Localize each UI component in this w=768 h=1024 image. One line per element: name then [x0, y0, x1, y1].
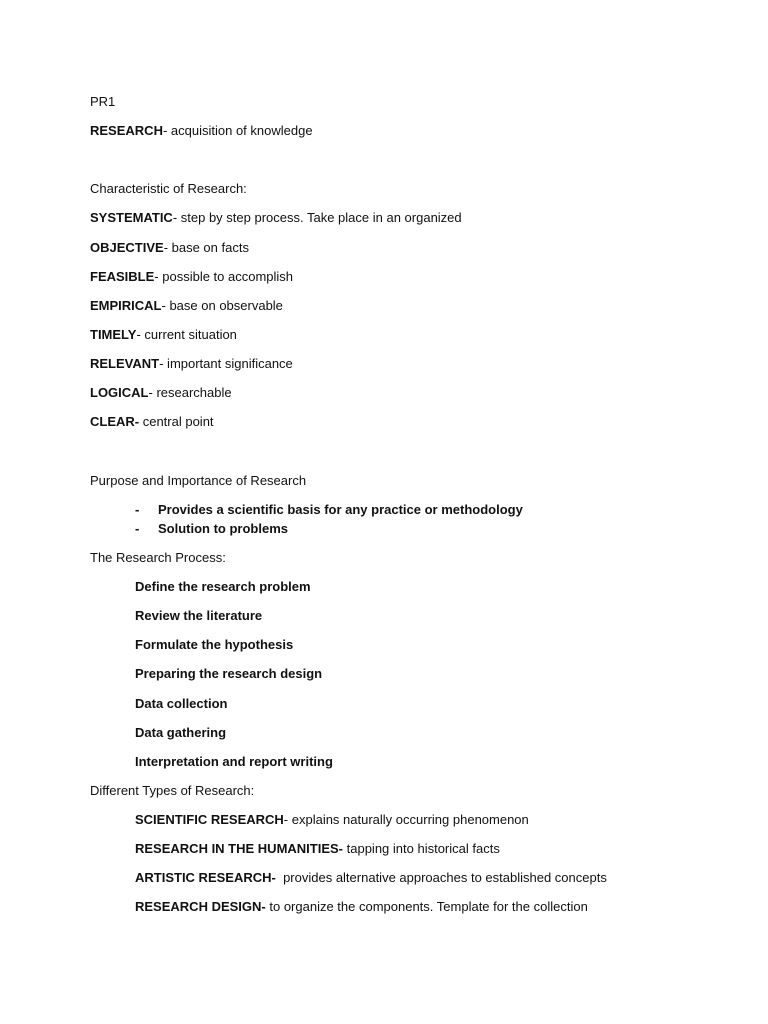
process-step: Define the research problem — [135, 579, 311, 594]
characteristic-text: - current situation — [136, 327, 237, 342]
characteristic-text: - possible to accomplish — [154, 269, 294, 284]
purpose-bullet — [135, 521, 288, 537]
type-text: provides alternative approaches to established concepts — [275, 870, 607, 885]
type-item — [135, 841, 500, 857]
characteristic-term: TIMELY — [90, 327, 137, 342]
types-heading: Different Types of Research: — [90, 783, 255, 798]
type-item — [135, 812, 529, 828]
bullet-marker: - — [135, 502, 140, 517]
type-text: - explains naturally occurring phenomenon — [283, 812, 529, 827]
characteristic-item — [90, 327, 237, 343]
process-step: Preparing the research design — [135, 666, 323, 681]
characteristic-text: - researchable — [148, 385, 232, 400]
characteristic-item — [90, 414, 214, 430]
characteristic-term: LOGICAL — [90, 385, 149, 400]
type-item — [135, 870, 607, 886]
characteristic-text: central point — [139, 414, 214, 429]
type-item — [135, 899, 588, 915]
type-term: SCIENTIFIC RESEARCH — [135, 812, 284, 827]
characteristic-item — [90, 210, 462, 226]
characteristic-item — [90, 385, 232, 401]
characteristics-heading: Characteristic of Research: — [90, 181, 247, 196]
characteristic-term: EMPIRICAL — [90, 298, 162, 313]
characteristic-term: CLEAR- — [90, 414, 140, 429]
bullet-marker: - — [135, 521, 140, 536]
bullet-text: Solution to problems — [158, 521, 288, 536]
purpose-heading: Purpose and Importance of Research — [90, 473, 307, 488]
characteristic-item — [90, 269, 293, 285]
bullet-text: Provides a scientific basis for any practice or methodology — [158, 502, 523, 517]
characteristic-text: - base on observable — [161, 298, 283, 313]
process-step: Data collection — [135, 696, 228, 711]
type-text: to organize the components. Template for the collection — [265, 899, 588, 914]
characteristic-text: - important significance — [159, 356, 293, 371]
characteristic-text: - step by step process. Take place in an organized — [172, 210, 462, 225]
characteristic-term: FEASIBLE — [90, 269, 155, 284]
characteristic-term: SYSTEMATIC — [90, 210, 173, 225]
characteristic-term: RELEVANT — [90, 356, 160, 371]
characteristic-term: OBJECTIVE — [90, 240, 164, 255]
document-title: PR1 — [90, 94, 116, 109]
definition-term: RESEARCH — [90, 123, 163, 138]
type-term: RESEARCH IN THE HUMANITIES- — [135, 841, 344, 856]
type-text: tapping into historical facts — [343, 841, 500, 856]
purpose-bullet — [135, 502, 523, 518]
type-term: ARTISTIC RESEARCH- — [135, 870, 276, 885]
definition-text: - acquisition of knowledge — [162, 123, 313, 138]
characteristic-item — [90, 298, 283, 314]
definition-line — [90, 123, 313, 139]
process-step: Formulate the hypothesis — [135, 637, 294, 652]
process-step: Review the literature — [135, 608, 263, 623]
process-step: Interpretation and report writing — [135, 754, 333, 769]
characteristic-item — [90, 240, 249, 256]
type-term: RESEARCH DESIGN- — [135, 899, 266, 914]
process-step: Data gathering — [135, 725, 227, 740]
process-heading: The Research Process: — [90, 550, 226, 565]
characteristic-text: - base on facts — [163, 240, 249, 255]
characteristic-item — [90, 356, 293, 372]
